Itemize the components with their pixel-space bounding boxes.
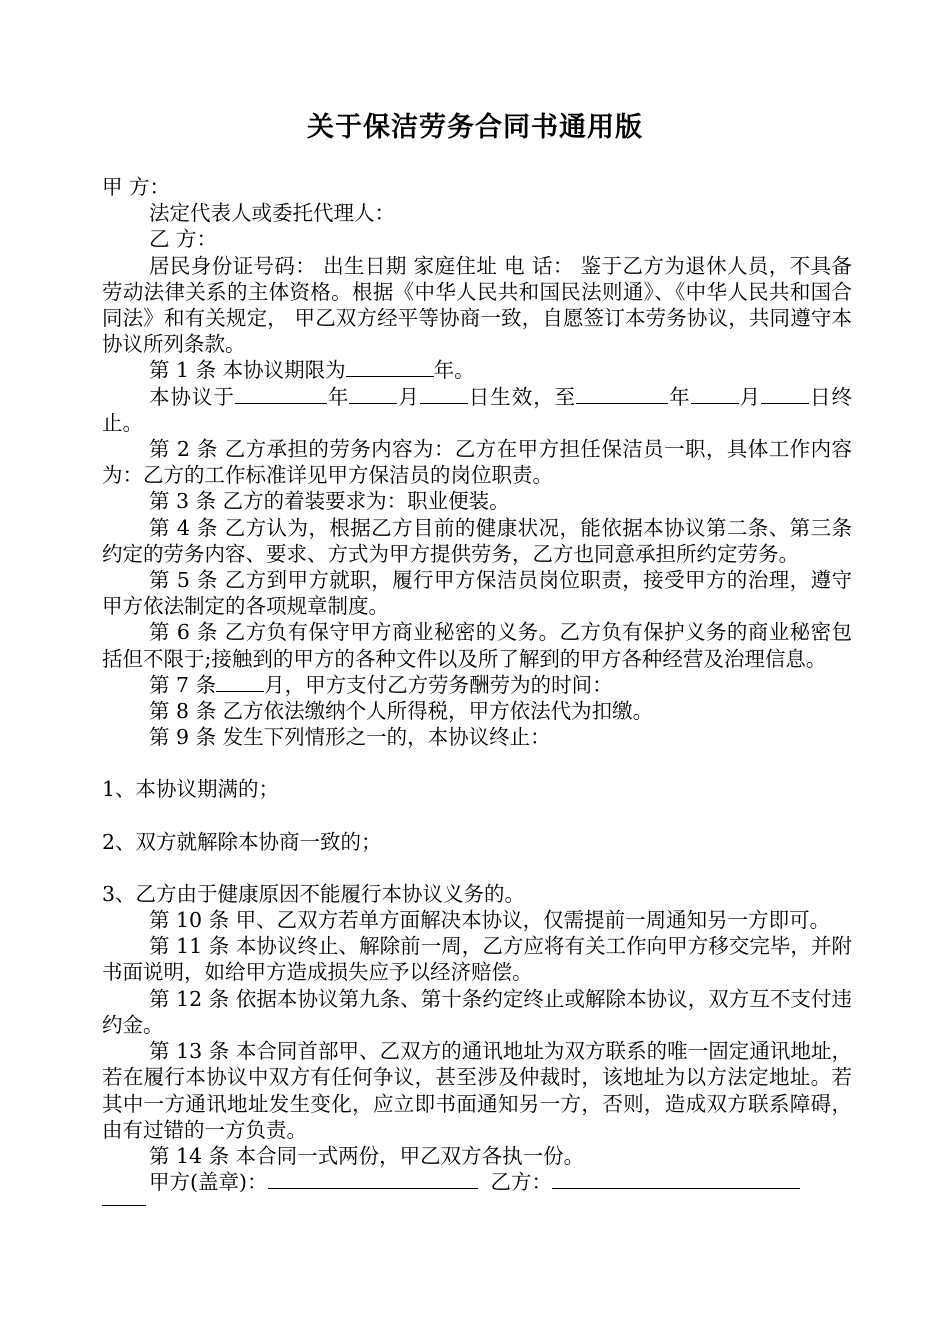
blank-field[interactable] — [420, 385, 468, 404]
party-a-signature-field[interactable] — [268, 1170, 478, 1189]
term-text: 月 — [738, 384, 762, 409]
article-11: 第 11 条 本协议终止、解除前一周，乙方应将有关工作向甲方移交完毕，并附书面说明，如给甲方造成损失应予以经济赔偿。 — [102, 934, 852, 985]
spacer — [102, 803, 852, 829]
blank-field[interactable] — [216, 673, 264, 692]
blank-field[interactable] — [346, 358, 434, 377]
article-8: 第 8 条 乙方依法缴纳个人所得税，甲方依法代为扣缴。 — [149, 699, 654, 724]
article-3: 第 3 条 乙方的着装要求为：职业便装。 — [149, 489, 510, 514]
blank-field[interactable] — [761, 385, 809, 404]
blank-field[interactable] — [576, 385, 668, 404]
party-a-seal-label: 甲方(盖章)： — [149, 1170, 268, 1195]
article-10: 第 10 条 甲、乙双方若单方面解决本协议，仅需提前一周通知另一方即可。 — [149, 908, 831, 933]
term-text: 月 — [397, 384, 420, 409]
article-1 — [102, 357, 852, 383]
article-9: 第 9 条 发生下列情形之一的，本协议终止： — [149, 725, 551, 750]
article-4: 第 4 条 乙方认为，根据乙方目前的健康状况，能依据本协议第二条、第三条约定的劳务内容、要求、方式为甲方提供劳务，乙方也同意承担所约定劳务。 — [102, 515, 852, 566]
signature-line-continuation — [102, 1205, 146, 1206]
party-b-line: 乙 方： — [149, 227, 218, 252]
term-text: 年 — [326, 384, 350, 409]
blank-field[interactable] — [235, 385, 327, 404]
blank-field[interactable] — [349, 385, 397, 404]
term-text: 日生效，至 — [467, 384, 577, 409]
article-1-text: 第 1 条 本协议期限为 — [149, 358, 346, 383]
spacer — [102, 855, 852, 881]
legal-rep-line: 法定代表人或委托代理人： — [149, 201, 395, 226]
intro-paragraph: 居民身份证号码： 出生日期 家庭住址 电 话： 鉴于乙方为退休人员，不具备劳动法律关系的主体资格。根据《中华人民共和国民法则通》、《中华人民共和国合同法》和有关规定， 甲乙双方经平等协商一致，自愿签订本劳务协议，共同遵守本协议所列条款。 — [102, 253, 852, 357]
spacer — [102, 750, 852, 776]
article-5: 第 5 条 乙方到甲方就职，履行甲方保洁员岗位职责，接受甲方的治理，遵守甲方依法制定的各项规章制度。 — [102, 568, 852, 619]
article-13: 第 13 条 本合同首部甲、乙双方的通讯地址为双方联系的唯一固定通讯地址，若在履行本协议中双方有任何争议，甚至涉及仲裁时，该地址为以方法定地址。若其中一方通讯地址发生变化，应立即书面通知另一方，否则，造成双方联系障碍，由有过错的一方负责。 — [102, 1039, 852, 1142]
blank-field[interactable] — [691, 385, 739, 404]
list-item: 1、本协议期满的； — [102, 777, 280, 802]
party-b-signature-field[interactable] — [552, 1170, 800, 1189]
article-1-suffix: 年。 — [433, 358, 475, 383]
term-text: 年 — [668, 384, 691, 409]
list-item: 3、乙方由于健康原因不能履行本协议义务的。 — [102, 881, 526, 906]
list-item: 2、双方就解除本协商一致的； — [102, 829, 382, 854]
article-12: 第 12 条 依据本协议第九条、第十条约定终止或解除本协议，双方互不支付违约金。 — [102, 986, 852, 1037]
article-6: 第 6 条 乙方负有保守甲方商业秘密的义务。乙方负有保护义务的商业秘密包括但不限于;接触到的甲方的各种文件以及所了解到的甲方各种经营及治理信息。 — [102, 620, 852, 671]
contract-body — [102, 174, 852, 1206]
party-b-sign-label: 乙方： — [490, 1170, 553, 1195]
article-7-prefix: 第 7 条 — [149, 672, 217, 697]
party-a-line: 甲 方： — [102, 175, 171, 199]
signature-line — [102, 1169, 852, 1195]
term-text: 本协议于 — [149, 384, 235, 409]
document-title: 关于保洁劳务合同书通用版 — [307, 112, 643, 143]
article-2: 第 2 条 乙方承担的劳务内容为：乙方在甲方担任保洁员一职，具体工作内容为：乙方的工作标准详见甲方保洁员的岗位职责。 — [102, 437, 852, 488]
term-paragraph — [102, 384, 852, 436]
term-text: 日终止。 — [102, 384, 853, 435]
article-7-suffix: 月，甲方支付乙方劳务酬劳为的时间： — [264, 672, 613, 697]
article-14: 第 14 条 本合同一式两份，甲乙双方各执一份。 — [149, 1143, 585, 1168]
article-7 — [102, 672, 852, 698]
